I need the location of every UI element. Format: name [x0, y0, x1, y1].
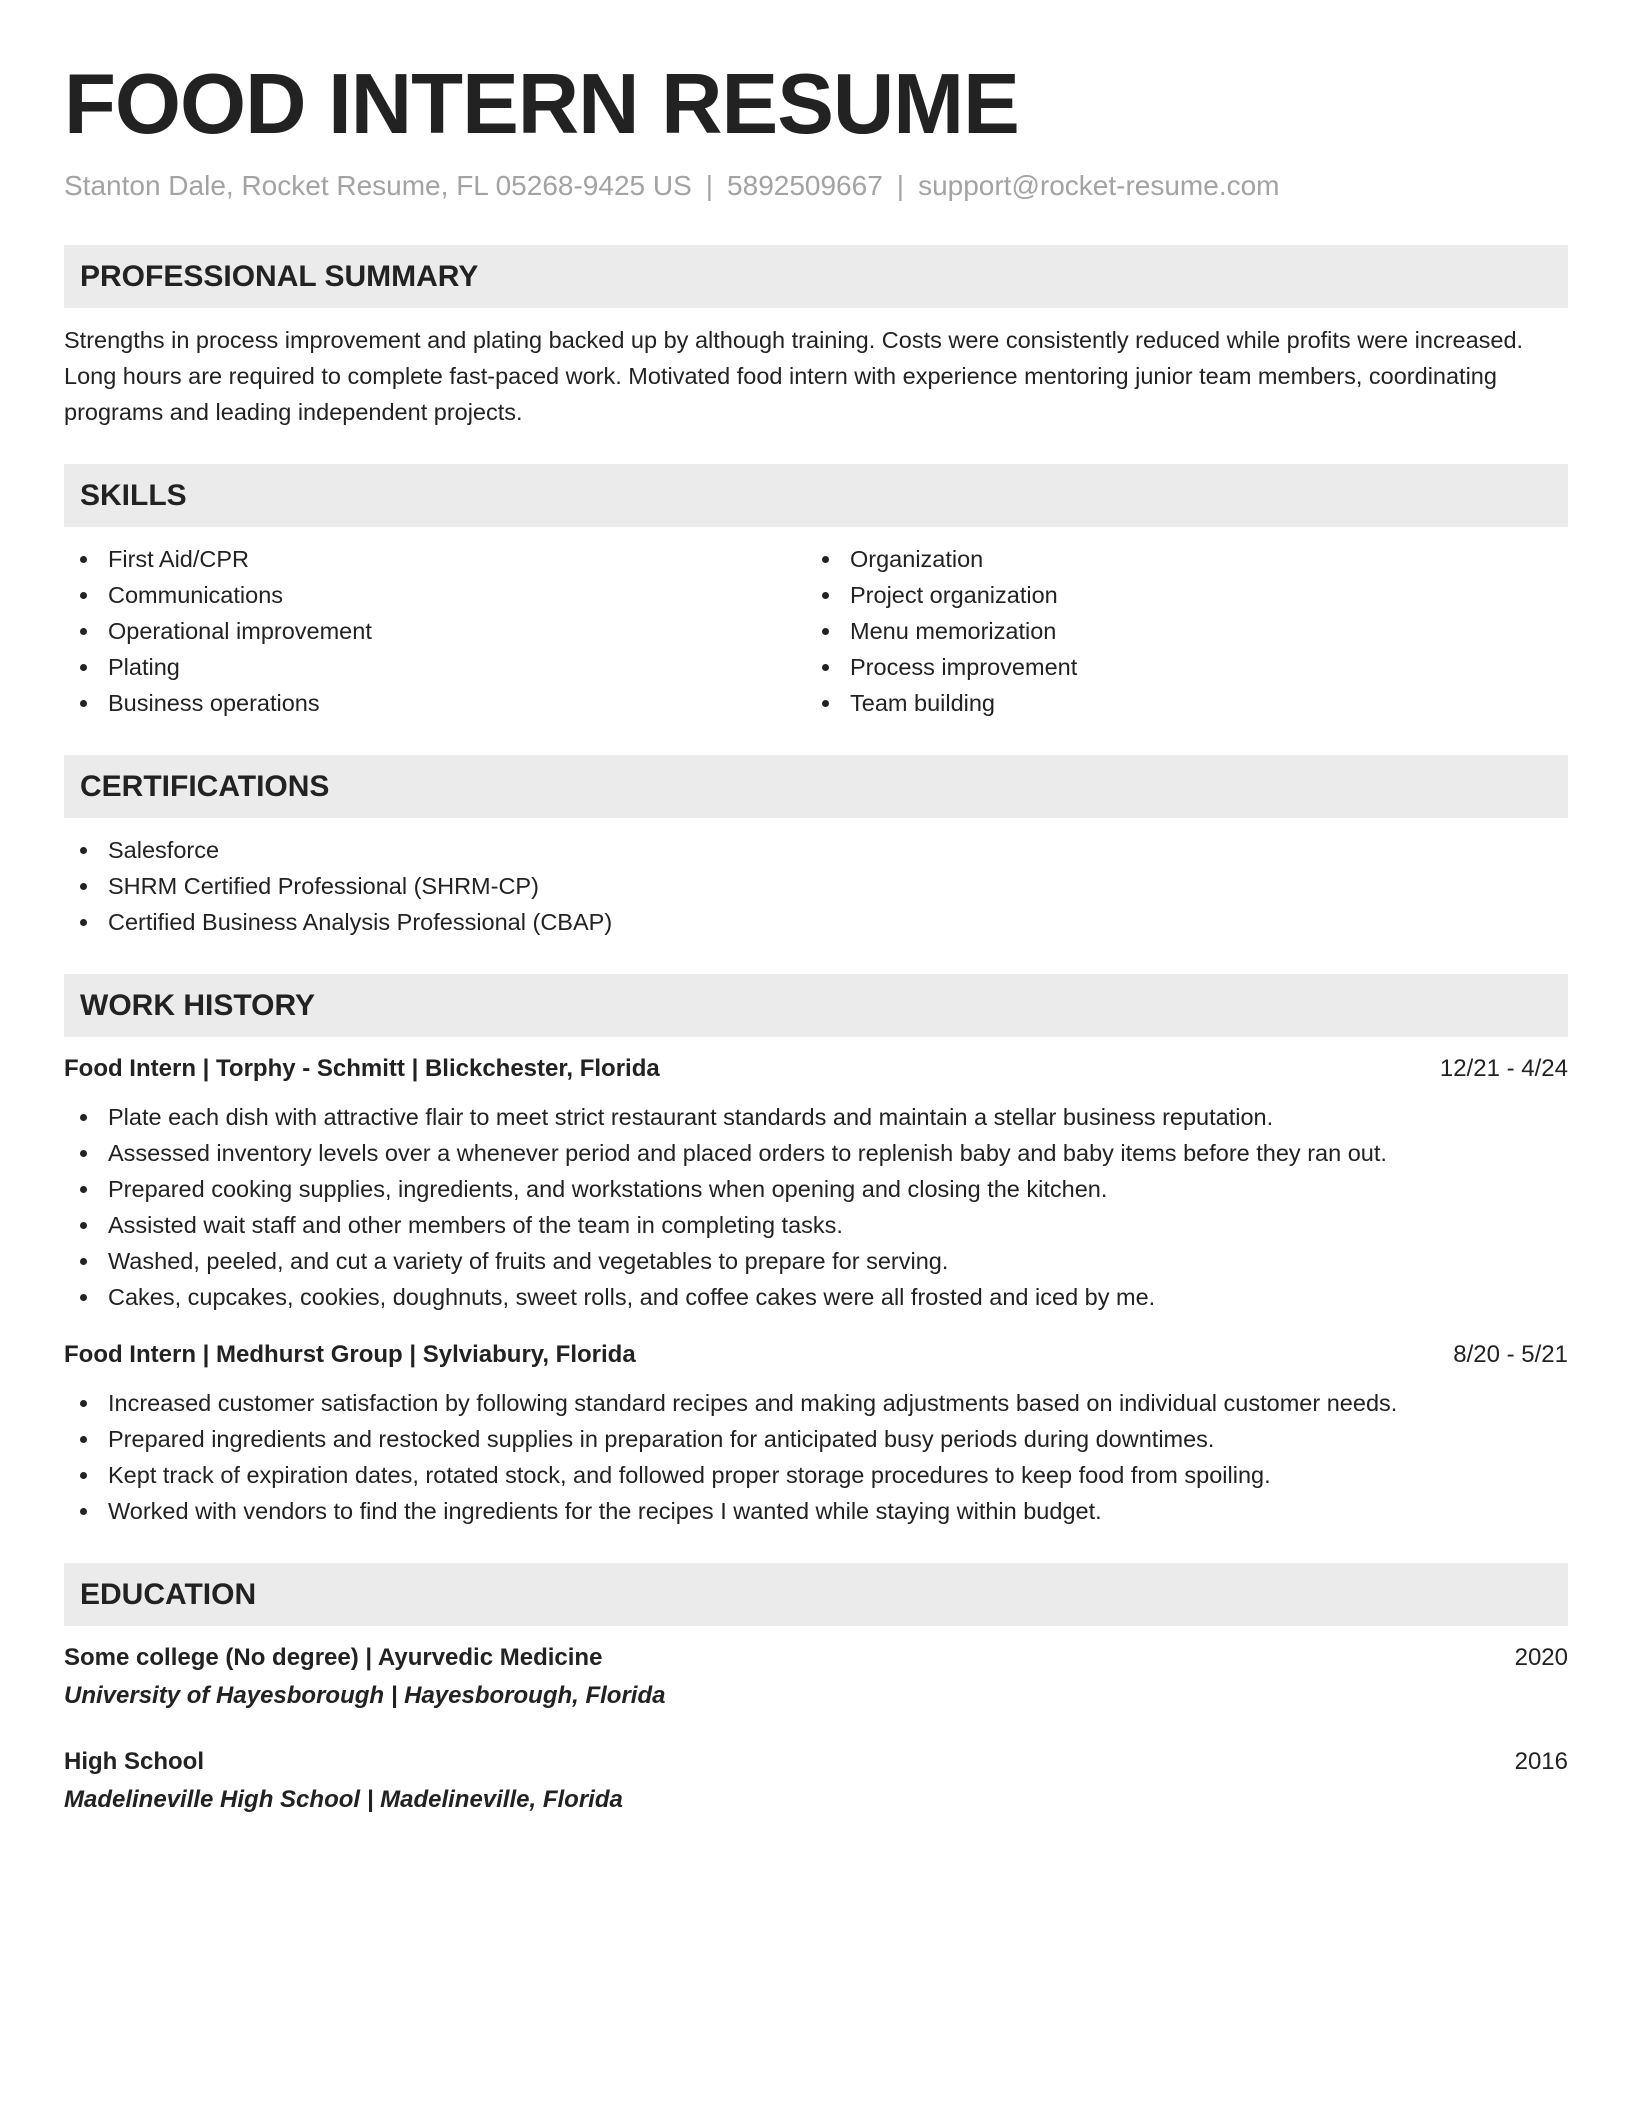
skill-item: Team building — [806, 685, 1548, 721]
education-heading: EDUCATION — [64, 1563, 1568, 1626]
resume-title: FOOD INTERN RESUME — [64, 57, 1019, 152]
job-bullet: Plate each dish with attractive flair to meet strict restaurant standards and maintain a stellar business reputation. — [64, 1099, 1568, 1135]
job-bullet: Assessed inventory levels over a whenever period and placed orders to replenish baby and baby items before they ran out. — [64, 1135, 1568, 1171]
contact-separator: | — [705, 170, 714, 201]
certifications-heading: CERTIFICATIONS — [64, 755, 1568, 818]
job-header — [64, 1051, 1568, 1087]
job-bullet: Prepared cooking supplies, ingredients, and workstations when opening and closing the kitchen. — [64, 1171, 1568, 1207]
job-bullet: Cakes, cupcakes, cookies, doughnuts, sweet rolls, and coffee cakes were all frosted and iced by me. — [64, 1279, 1568, 1315]
education-entry — [64, 1640, 1568, 1716]
skill-item: Communications — [64, 577, 806, 613]
education-entry — [64, 1744, 1568, 1820]
skill-item: Business operations — [64, 685, 806, 721]
skills-list-right — [806, 541, 1548, 721]
skills-heading: SKILLS — [64, 464, 1568, 527]
skill-item: First Aid/CPR — [64, 541, 806, 577]
contact-phone: 5892509667 — [727, 170, 883, 201]
education-year: 2020 — [1514, 1644, 1568, 1671]
certifications-list — [64, 832, 1568, 940]
job-bullet: Assisted wait staff and other members of the team in completing tasks. — [64, 1207, 1568, 1243]
job-bullet: Prepared ingredients and restocked supplies in preparation for anticipated busy periods during downtimes. — [64, 1421, 1568, 1457]
job-bullets — [64, 1385, 1568, 1529]
education-year: 2016 — [1514, 1748, 1568, 1775]
certification-item: Certified Business Analysis Professional (CBAP) — [64, 904, 1568, 940]
job-entry — [64, 1051, 1568, 1315]
job-title: Food Intern | Medhurst Group | Sylviabury, Florida — [64, 1341, 636, 1368]
job-bullet: Worked with vendors to find the ingredients for the recipes I wanted while staying within budget. — [64, 1493, 1568, 1529]
job-title: Food Intern | Torphy - Schmitt | Blickchester, Florida — [64, 1055, 660, 1082]
education-degree: High School — [64, 1748, 204, 1775]
skill-item: Project organization — [806, 577, 1548, 613]
education-header — [64, 1744, 1568, 1780]
certification-item: SHRM Certified Professional (SHRM-CP) — [64, 868, 1568, 904]
job-bullets — [64, 1099, 1568, 1315]
contact-line — [64, 168, 1568, 204]
job-bullet: Increased customer satisfaction by following standard recipes and making adjustments based on individual customer needs. — [64, 1385, 1568, 1421]
job-entry — [64, 1337, 1568, 1529]
skill-item: Plating — [64, 649, 806, 685]
contact-email: support@rocket-resume.com — [918, 170, 1280, 201]
education-header — [64, 1640, 1568, 1676]
job-dates: 8/20 - 5/21 — [1453, 1341, 1568, 1368]
job-bullet: Kept track of expiration dates, rotated stock, and followed proper storage procedures to keep food from spoiling. — [64, 1457, 1568, 1493]
skill-item: Organization — [806, 541, 1548, 577]
education-degree: Some college (No degree) | Ayurvedic Medicine — [64, 1644, 603, 1671]
summary-heading: PROFESSIONAL SUMMARY — [64, 245, 1568, 308]
skill-item: Process improvement — [806, 649, 1548, 685]
job-bullet: Washed, peeled, and cut a variety of fruits and vegetables to prepare for serving. — [64, 1243, 1568, 1279]
job-header — [64, 1337, 1568, 1373]
resume-content — [64, 55, 1568, 1820]
job-dates: 12/21 - 4/24 — [1439, 1055, 1568, 1082]
work-history-heading: WORK HISTORY — [64, 974, 1568, 1037]
skills-grid — [64, 541, 1568, 721]
skills-list-left — [64, 541, 806, 721]
skill-item: Operational improvement — [64, 613, 806, 649]
contact-address: Stanton Dale, Rocket Resume, FL 05268-9425 US — [64, 170, 692, 201]
summary-text: Strengths in process improvement and plating backed up by although training. Costs were consistently reduced while profits were increased. Long hours are required to complete fast-paced work. Motivated food intern with experience mentoring junior team members, coordinating programs and leading independent projects. — [64, 327, 1524, 425]
certification-item: Salesforce — [64, 832, 1568, 868]
skill-item: Menu memorization — [806, 613, 1548, 649]
education-school: Madelineville High School | Madelineville, Florida — [64, 1786, 623, 1813]
education-school: University of Hayesborough | Hayesborough, Florida — [64, 1682, 666, 1709]
contact-separator: | — [896, 170, 905, 201]
